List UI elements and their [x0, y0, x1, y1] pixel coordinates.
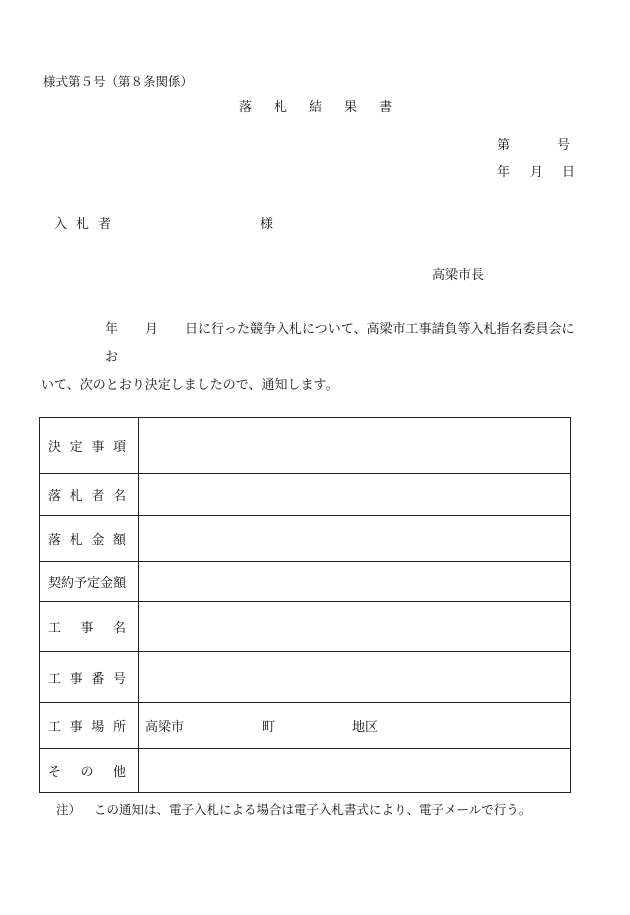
table-row: [40, 652, 571, 703]
location-district: 地区: [352, 720, 379, 735]
body-year: 年: [105, 322, 119, 337]
title-char: 札: [274, 100, 288, 115]
title-char: 結: [309, 100, 323, 115]
row-label-winner: 落 札 者 名: [40, 474, 139, 516]
row-value-amount[interactable]: [139, 516, 571, 562]
table-row: [40, 602, 571, 652]
doc-number-suffix: 号: [557, 138, 571, 153]
label-char: 者: [98, 217, 112, 232]
row-label-work-name: 工 事 名: [40, 602, 139, 652]
row-value-other[interactable]: [139, 749, 571, 793]
notice-line-1: [41, 316, 586, 372]
table-row: [40, 562, 571, 602]
recipient-honorific: 様: [260, 217, 274, 232]
form-number: 様式第５号（第８条関係）: [43, 74, 194, 89]
title-char: 書: [379, 100, 393, 115]
date-month: 月: [530, 165, 544, 180]
row-label-work-number: 工 事 番 号: [40, 652, 139, 703]
date-year: 年: [497, 165, 511, 180]
row-value-contract-amount[interactable]: [139, 562, 571, 602]
result-table: [39, 417, 571, 793]
notice-line-2: いて、次のとおり決定しましたので、通知します。: [41, 378, 339, 393]
footnote-text: この通知は、電子入札による場合は電子入札書式により、電子メールで行う。: [94, 802, 532, 817]
row-value-work-name[interactable]: [139, 602, 571, 652]
title-char: 落: [239, 100, 253, 115]
row-label-other: そ の 他: [40, 749, 139, 793]
location-city: 高梁市: [145, 720, 185, 735]
title-char: 果: [344, 100, 358, 115]
doc-number-prefix: 第: [497, 138, 511, 153]
row-label-contract-amount: 契 約 予 定 金 額: [40, 562, 139, 602]
location-town: 町: [262, 720, 276, 735]
issue-date-line: [497, 161, 575, 180]
document-title: [239, 96, 392, 115]
recipient-label: [54, 217, 120, 232]
table-row: [40, 749, 571, 793]
row-label-amount: 落 札 金 額: [40, 516, 139, 562]
body-month: 月: [145, 322, 159, 337]
sender-name: 高梁市長: [432, 268, 485, 283]
label-char: 入: [54, 217, 68, 232]
row-label-work-location: 工 事 場 所: [40, 703, 139, 749]
table-row: [40, 703, 571, 749]
table-row: [40, 516, 571, 562]
body-line1-text: 日に行った競争入札について、高梁市工事請負等入札指名委員会にお: [105, 322, 575, 365]
table-row: [40, 418, 571, 474]
recipient-line: [54, 213, 274, 232]
row-value-decision[interactable]: [139, 418, 571, 474]
row-value-work-location[interactable]: [139, 703, 571, 749]
row-label-decision: 決 定 事 項: [40, 418, 139, 474]
label-char: 札: [76, 217, 90, 232]
date-day: 日: [562, 165, 576, 180]
row-value-winner[interactable]: [139, 474, 571, 516]
row-value-work-number[interactable]: [139, 652, 571, 703]
notice-body: [41, 316, 586, 400]
footnote-tag: 注）: [56, 802, 82, 817]
table-row: [40, 474, 571, 516]
document-number-line: [497, 134, 570, 153]
footnote: [56, 800, 531, 818]
